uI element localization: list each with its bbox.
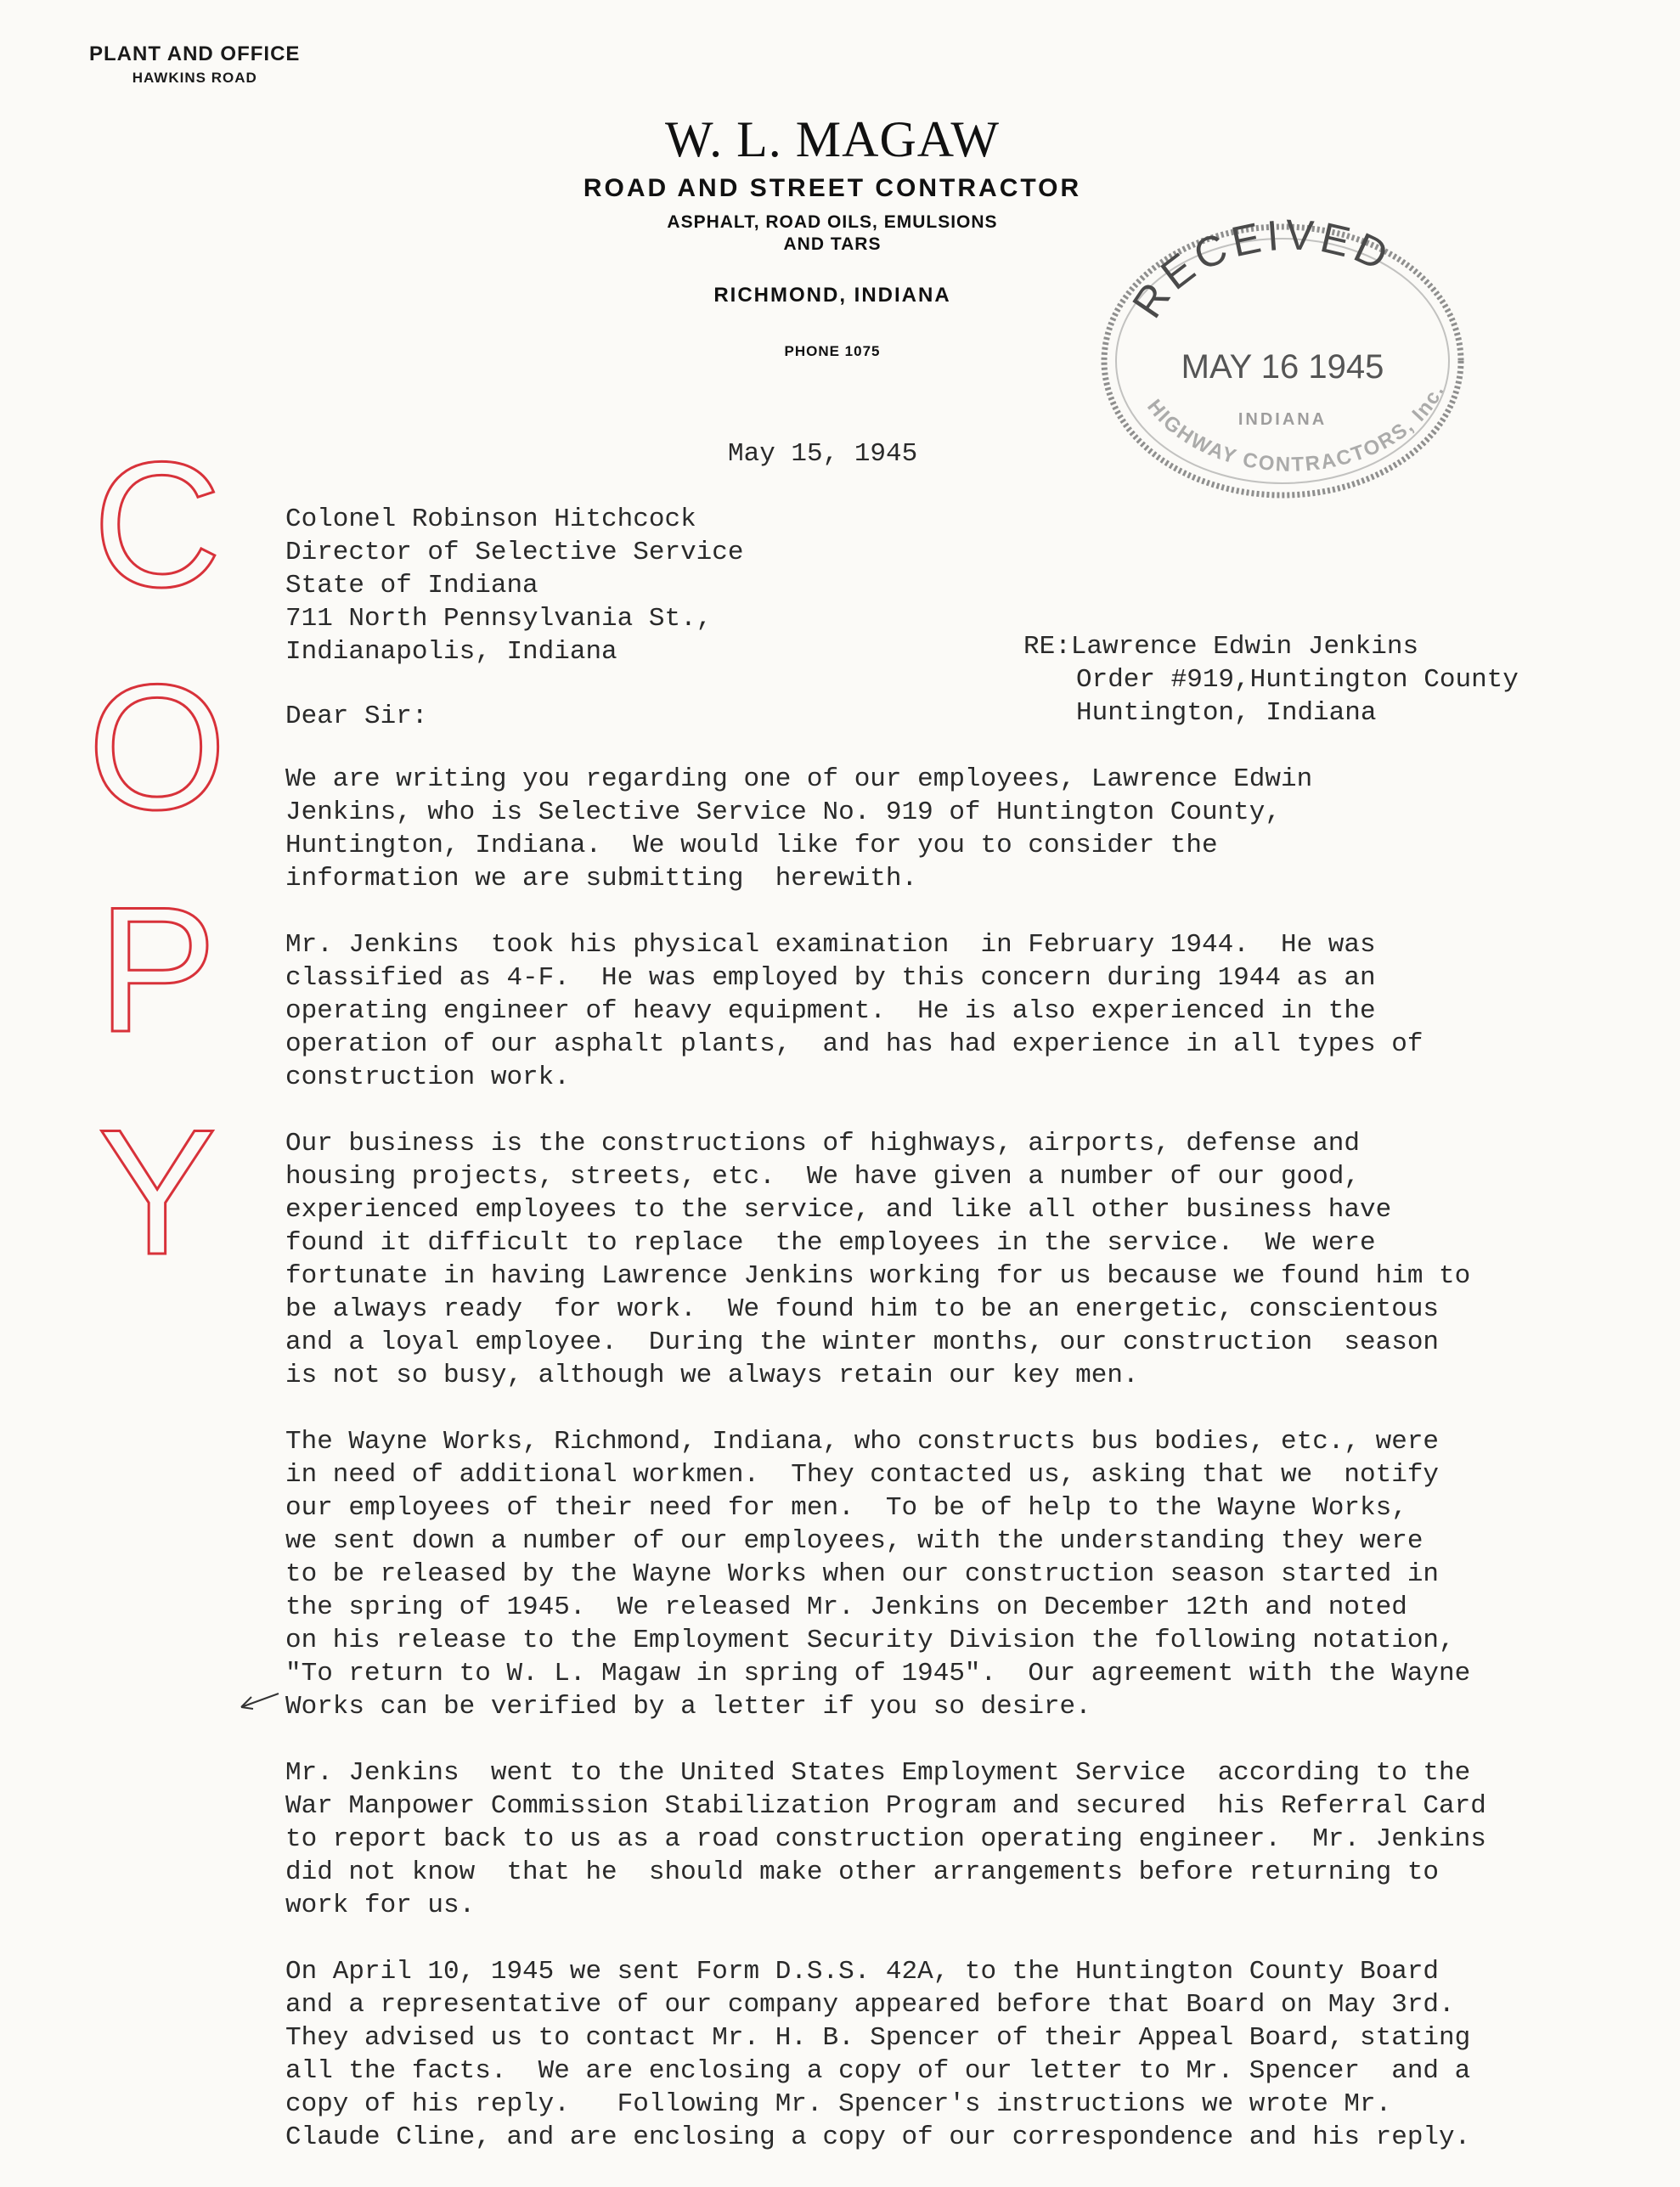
paragraph-line: The Wayne Works, Richmond, Indiana, who constructs bus bodies, etc., were — [285, 1427, 1440, 1457]
paragraph-line: and a representative of our company appeared before that Board on May 3rd. — [285, 1990, 1455, 2020]
letter-date: May 15, 1945 — [728, 439, 918, 469]
address-line: Indianapolis, Indiana — [285, 637, 617, 667]
paragraph-line: We are writing you regarding one of our employees, Lawrence Edwin — [285, 764, 1313, 794]
copy-letter: O — [87, 647, 227, 847]
address-line: Colonel Robinson Hitchcock — [285, 504, 696, 534]
paragraph — [285, 763, 1486, 895]
stamp-date: MAY 16 1945 — [1181, 348, 1384, 386]
company-city: RICHMOND, INDIANA — [713, 284, 951, 307]
paragraph-line: we sent down a number of our employees, with the understanding they were — [285, 1526, 1423, 1556]
paragraph-line: Jenkins, who is Selective Service No. 919 of Huntington County, — [285, 798, 1281, 827]
office-line-1: PLANT AND OFFICE — [89, 42, 301, 65]
paragraph-line: to be released by the Wayne Works when our construction season started in — [285, 1559, 1440, 1589]
copy-letter: C — [93, 425, 222, 624]
company-phone: PHONE 1075 — [784, 343, 881, 359]
paragraph-line: and a loyal employee. During the winter months, our construction season — [285, 1327, 1440, 1357]
margin-arrow-icon — [238, 1690, 280, 1712]
paragraph-line: in need of additional workmen. They contacted us, asking that we notify — [285, 1460, 1440, 1490]
re-block — [1023, 630, 1519, 730]
re-line: Huntington, Indiana — [1076, 698, 1377, 728]
stamp-line-1: INDIANA — [1237, 410, 1328, 429]
paragraph-line: War Manpower Commission Stabilization Program and secured his Referral Card — [285, 1791, 1486, 1821]
paragraph-line: fortunate in having Lawrence Jenkins working for us because we found him to — [285, 1261, 1471, 1291]
letter-body — [285, 763, 1486, 2187]
paragraph-line: copy of his reply. Following Mr. Spencer's instructions we wrote Mr. — [285, 2089, 1392, 2119]
re-line: Order #919,Huntington County — [1076, 665, 1519, 695]
paragraph-line: Huntington, Indiana. We would like for you to consider the — [285, 831, 1218, 860]
paragraph-line: experienced employees to the service, and like all other business have — [285, 1195, 1392, 1225]
paragraph-line: information we are submitting herewith. — [285, 864, 918, 893]
paragraph-line: found it difficult to replace the employees in the service. We were — [285, 1228, 1376, 1258]
paragraph-line: all the facts. We are enclosing a copy of our letter to Mr. Spencer and a — [285, 2056, 1471, 2086]
stamp-title: RECEIVED — [1123, 217, 1400, 327]
salutation: Dear Sir: — [285, 702, 428, 731]
paragraph-line: Mr. Jenkins took his physical examination in February 1944. He was — [285, 930, 1376, 960]
address-line: 711 North Pennsylvania St., — [285, 604, 713, 634]
paragraph-line: is not so busy, although we always retain our key men. — [285, 1361, 1139, 1390]
paragraph-line: Works can be verified by a letter if you so desire. — [285, 1692, 1091, 1722]
received-stamp — [1091, 217, 1474, 505]
paragraph-line: construction work. — [285, 1062, 570, 1092]
paragraph-line: work for us. — [285, 1891, 476, 1920]
paragraph-line: They advised us to contact Mr. H. B. Spencer of their Appeal Board, stating — [285, 2023, 1471, 2053]
paragraph-line: operating engineer of heavy equipment. He is also experienced in the — [285, 996, 1376, 1026]
paragraph — [285, 1756, 1486, 1922]
copy-letter: Y — [97, 1092, 217, 1292]
paragraph-line: be always ready for work. We found him to be an energetic, conscientous — [285, 1294, 1440, 1324]
paragraph-line: classified as 4-F. He was employed by this concern during 1944 as an — [285, 963, 1376, 993]
paragraph — [285, 1127, 1486, 1392]
paragraph-line: Our business is the constructions of highways, airports, defense and — [285, 1129, 1361, 1158]
paragraph — [285, 1425, 1486, 1723]
company-products-line-2: AND TARS — [783, 234, 882, 254]
paragraph-line: housing projects, streets, etc. We have given a number of our good, — [285, 1162, 1361, 1192]
paragraph-line: to report back to us as a road construction operating engineer. Mr. Jenkins — [285, 1824, 1486, 1854]
paragraph — [285, 928, 1486, 1094]
stamp-line-2: HIGHWAY CONTRACTORS, Inc. — [1142, 380, 1450, 476]
paragraph-line: Claude Cline, and are enclosing a copy of our correspondence and his reply. — [285, 2122, 1471, 2152]
paragraph-line: on his release to the Employment Security Division the following notation, — [285, 1626, 1455, 1655]
copy-letter: P — [97, 870, 217, 1069]
office-line-2: HAWKINS ROAD — [132, 70, 257, 86]
paragraph-line: the spring of 1945. We released Mr. Jenkins on December 12th and noted — [285, 1592, 1407, 1622]
paragraph-line: operation of our asphalt plants, and has had experience in all types of — [285, 1029, 1423, 1059]
paragraph-line: On April 10, 1945 we sent Form D.S.S. 42A, to the Huntington County Board — [285, 1957, 1440, 1987]
company-products-line-1: ASPHALT, ROAD OILS, EMULSIONS — [667, 212, 998, 232]
letterhead-office-block — [89, 42, 300, 87]
paragraph-line: did not know that he should make other arrangements before returning to — [285, 1857, 1440, 1887]
re-line: RE:Lawrence Edwin Jenkins — [1023, 632, 1419, 662]
inside-address — [285, 503, 744, 668]
paragraph-line: our employees of their need for men. To be of help to the Wayne Works, — [285, 1493, 1407, 1523]
paragraph-line: Mr. Jenkins went to the United States Employment Service according to the — [285, 1758, 1471, 1788]
address-line: Director of Selective Service — [285, 538, 744, 567]
company-tagline: ROAD AND STREET CONTRACTOR — [583, 174, 1082, 202]
paragraph-line: "To return to W. L. Magaw in spring of 1945". Our agreement with the Wayne — [285, 1659, 1471, 1688]
address-line: State of Indiana — [285, 571, 538, 600]
copy-mark — [87, 425, 227, 1325]
paragraph — [285, 1955, 1486, 2154]
company-name: W. L. MAGAW — [665, 111, 1000, 167]
